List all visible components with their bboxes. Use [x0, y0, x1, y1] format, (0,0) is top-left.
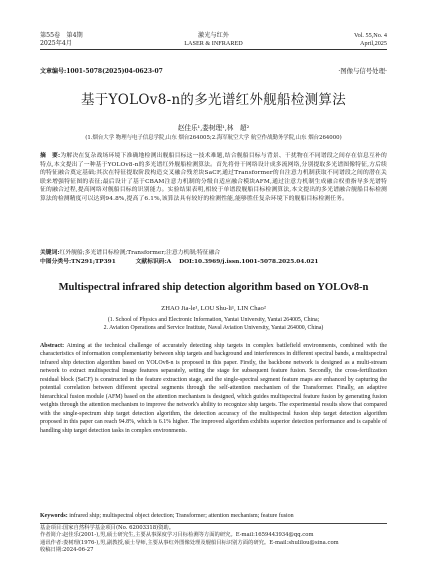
header-journal-en: LASER & INFRARED [184, 39, 243, 47]
classification-zh [40, 258, 387, 267]
footnote-rule [40, 523, 387, 524]
author-bio: 作者简介:赵佳乐(2001-),男,硕士研究生,主要从事深度学习目标检测等方面的研究。E-mail:1659443934@qq.com [40, 532, 314, 539]
corresponding-author: 通讯作者:娄树理(1976-),男,副教授,硕士导师,主要从事红外图像处理及舰船目标识别方面的研究。E-mail:shulilou@sina.com [40, 539, 339, 546]
affiliation-en-1: (1. School of Physics and Electronic Information, Yantai University, Yantai 264005, China; [107, 317, 320, 323]
section-label: ·图像与信号处理· [338, 67, 387, 75]
header-volume [40, 32, 140, 47]
title-zh: 基于YOLOv8-n的多光谱红外舰船检测算法 [80, 92, 347, 108]
received-date: 收稿日期:2024-06-27 [40, 546, 94, 553]
affiliation-en-2: 2. Aviation Operations and Service Institute, Naval Aviation University, Yantai 264000, China) [103, 325, 324, 331]
authors-zh: 赵佳乐¹,娄树理¹,林 超² [177, 124, 250, 132]
abstract-en [40, 342, 387, 435]
abstract-en-label: Abstract: [40, 343, 65, 349]
header-volume-en [287, 32, 387, 47]
header-volume-en-line1: Vol. 55,No. 4 [353, 32, 387, 39]
keywords-en [40, 512, 387, 520]
affiliations-en [40, 316, 387, 332]
doi: DOI:10.3969/j.issn.1001-5078.2025.04.021 [179, 259, 319, 265]
header-rule [40, 49, 387, 50]
keywords-en-label: Keywords: [40, 513, 68, 519]
article-number: 文章编号:1001-5078(2025)04-0623-07 [40, 68, 163, 75]
abstract-zh-text: 为解决在复杂战场环境下准确地检测出舰船目标这一技术难题,结合舰船目标与背景、干扰物在不同谱段之间存在信息互补的特点,本文提出了一种基于YOLOv8-n的多光谱红外舰船检测算法。首先将骨干网络设计成多流网络,分别提取多光谱图像特征,方后续的特征融合奠定基础;其次在特征提取阶段构造交叉融合残差块SaCF,通过Transformer的自注意力机制获取不同谱段之间的潜在关联来增强特征图的表征;最后设计了基于CBAM注意力机制的分级自适应融合模块AFM,通过注意力机制生成融合权重指导多光谱特征的融合过程,提高网络对舰船目标的识别能力。实验结果表明,相较于单谱段舰船目标检测算法,本文提出的多光谱融合舰船目标检测算法的检测精度可以达到94.8%,提高了6.1%,该算法具有较好的检测性能,能够胜任复杂环境下的舰船目标检测任务。 [40, 153, 387, 202]
header-date-en: April,2025 [360, 39, 387, 47]
abstract-zh [40, 152, 387, 204]
abstract-zh-label: 摘 要: [40, 153, 61, 159]
title-en: Multispectral infrared ship detection algorithm based on YOLOv8-n [58, 282, 369, 293]
footnotes [40, 525, 387, 554]
abstract-en-text: Aiming at the technical challenge of accurately detecting ship targets in complex battlefield environments, combined with the characteristics of information complementarity between ship targets and background and interferences in different spectral bands, a multispectral infrared ship detection algorithm based on YOLOv8-n is proposed in this paper. Firstly, the backbone network is designed as a multi-stream network to extract multispectral image features separately, setting the stage for subsequent feature fusion. Secondly, the cross-fertilization residual block (SaCF) is constructed in the feature extraction stage, and the single-spectral segment feature maps are enhanced by capturing the potential correlation between different spectral segments through the self-attention mechanism of the Transformer. Finally, an adaptive hierarchical fusion module (AFM) based on the attention mechanism is designed, which guides multispectral feature fusion by generating fusion weights through the attention mechanism to improve the network's ability to recognize ship targets. The experimental results show that compared with the single-spectrum ship target detection algorithm, the detection accuracy of the multispectral fusion ship target detection algorithm proposed in this paper can reach 94.8%, which is 6.1% higher. The improved algorithm exhibits superior detection performance and is capable of handling ship target detection tasks in complex environments. [40, 343, 388, 434]
document-code: 文献标识码:A [135, 259, 172, 265]
clc-number: 中图分类号:TN291;TP391 [40, 259, 116, 265]
affiliations-zh: (1.烟台大学 物理与电子信息学院,山东 烟台264005;2.海军航空大学 航空作战勤务学院,山东 烟台264000) [85, 135, 342, 141]
keywords-zh-text: 红外舰船;多光谱目标检测;Transformer;注意力机制;特征融合 [59, 250, 221, 256]
fund-note: 基金项目:国家自然科学基金项目(No. 62003318)资助。 [40, 525, 175, 531]
keywords-zh-label: 关键词: [40, 250, 60, 256]
keywords-en-text: infrared ship; multispectral object detection; Transformer; attention mechanism; feature fusion [69, 513, 294, 519]
header-journal [150, 32, 277, 47]
header-journal-zh: 激光与红外 [198, 32, 229, 39]
header-date: 2025年4月 [40, 39, 73, 47]
authors-en: ZHAO Jia-le¹, LOU Shu-li¹, LIN Chao² [161, 305, 266, 312]
keywords-zh [40, 249, 387, 258]
header-volume-issue: 第55卷 第4期 [40, 32, 83, 39]
